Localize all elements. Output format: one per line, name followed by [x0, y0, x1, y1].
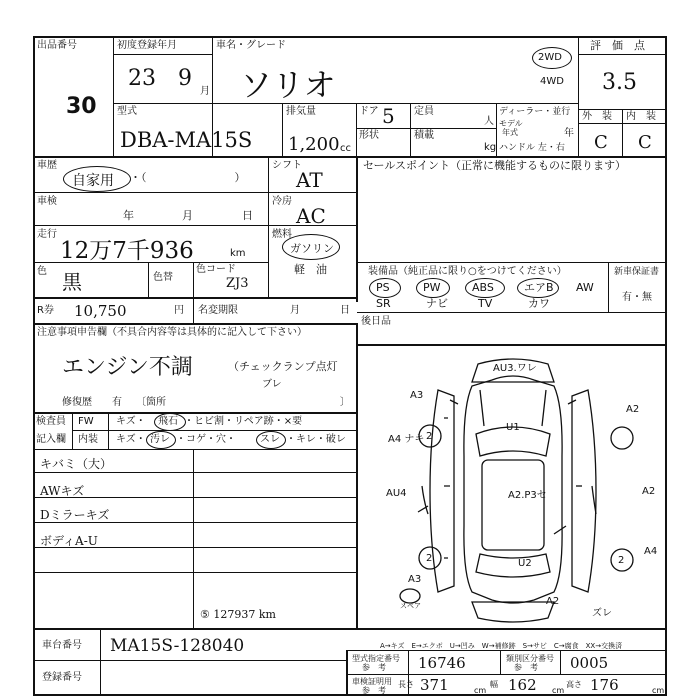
- equip-navi: ナビ: [426, 297, 448, 310]
- load-label: 積載: [414, 130, 434, 141]
- defect-line-2: AWキズ: [40, 484, 85, 498]
- repair-place: 〔箇所: [136, 397, 166, 408]
- divider: [356, 128, 496, 129]
- mark-a2-right: A2: [626, 404, 640, 415]
- ac-value: AC: [296, 204, 326, 228]
- divider: [114, 54, 212, 55]
- color-value: 黒: [62, 270, 82, 294]
- row2-rest: ・キレ・破レ: [286, 434, 346, 445]
- entry-label: 記入欄: [36, 434, 66, 445]
- chassis-label: 車台番号: [42, 640, 82, 651]
- size-sub: 参 考: [362, 686, 386, 695]
- note-sub1: （チェックランプ点灯: [228, 360, 338, 373]
- displacement-label: 排気量: [286, 106, 316, 117]
- scratch-label2: キズ・: [116, 434, 146, 445]
- fuel-value: ガソリン: [290, 242, 334, 255]
- height-unit: cm: [652, 686, 665, 695]
- circle-mark: [146, 431, 176, 449]
- equip-sr: SR: [376, 297, 391, 310]
- divider: [193, 298, 194, 323]
- person-unit: 人: [484, 116, 494, 127]
- insp-year-unit: 年: [123, 209, 134, 222]
- divider: [622, 109, 623, 156]
- name-change-label: 名変期限: [198, 305, 238, 316]
- damage-legend: A→キズ E→エクボ U→凹み W→補修跡 S→サビ C→腐食 XX→交換済: [380, 642, 623, 650]
- width-label: 幅: [490, 680, 498, 689]
- interior-label: 内 装: [626, 111, 656, 122]
- notes-label: 注意事項申告欄（不具合内容等は具体的に記入して下さい）: [37, 327, 307, 338]
- class-label: 類別区分番号: [506, 654, 554, 663]
- insp-day-unit: 日: [242, 209, 253, 222]
- warranty-value: 有・無: [622, 292, 652, 303]
- divider: [33, 297, 357, 299]
- divider: [496, 103, 497, 156]
- length-value: 371: [420, 676, 449, 694]
- mark-a4-left: A4 ナキ: [388, 434, 425, 445]
- fw-label: FW: [78, 416, 94, 427]
- score: 3.5: [602, 70, 637, 95]
- circle-mark: [63, 166, 131, 192]
- divider: [33, 156, 667, 158]
- nc-month-unit: 月: [290, 305, 300, 316]
- equip-abs: ABS: [472, 281, 494, 294]
- circle-mark: [282, 234, 340, 260]
- equip-airbag: エアB: [524, 281, 554, 294]
- reg-month: 9: [178, 66, 192, 91]
- model-year-label2: 年式: [502, 128, 518, 137]
- row2-mid: ・コゲ・穴・: [176, 434, 236, 445]
- chassis-value: MA15S-128040: [110, 636, 245, 656]
- doors-label: ドア: [359, 106, 379, 117]
- mark-u1: U1: [506, 422, 520, 433]
- ac-label: 冷房: [272, 196, 292, 207]
- handle-label: ハンドル 左・右: [499, 143, 565, 153]
- repair-label: 修復歴: [62, 397, 92, 408]
- type-cert-value: 16746: [418, 654, 466, 672]
- fuel-alt: 軽 油: [294, 263, 327, 276]
- type-value: DBA-MA15S: [120, 128, 253, 152]
- divider: [33, 323, 357, 325]
- inspection-label: 車検: [37, 196, 57, 207]
- color-code-value: ZJ3: [226, 276, 249, 291]
- repair-value: 有: [112, 397, 122, 408]
- divider: [193, 262, 194, 297]
- width-value: 162: [508, 676, 537, 694]
- divider: [282, 103, 283, 156]
- kg-unit: kg: [484, 142, 497, 153]
- shape-label: 形状: [359, 130, 379, 141]
- divider: [578, 54, 666, 55]
- mark-au4: AU4: [386, 488, 407, 499]
- mark-2-fl: 2: [426, 431, 433, 442]
- mark-a2-rear: A2: [546, 596, 560, 607]
- inspector-label: 検査員: [36, 416, 66, 427]
- divider: [33, 192, 356, 193]
- mark-zure: ズレ: [592, 608, 612, 619]
- mark-a3-rear: A3: [408, 574, 422, 585]
- divider: [33, 449, 357, 450]
- model-name: ソリオ: [240, 66, 336, 104]
- drive-2wd: 2WD: [538, 52, 562, 63]
- divider: [268, 157, 269, 297]
- defect-line-4: ボディA-U: [40, 534, 98, 548]
- divider: [500, 650, 501, 674]
- interior-grade: C: [638, 132, 652, 153]
- equipment-label: 装備品（純正品に限り○をつけてください）: [368, 266, 567, 277]
- year-unit: 年: [564, 128, 574, 139]
- history-label: 車歴: [37, 160, 57, 171]
- defect-line-3: Dミラーキズ: [40, 508, 110, 522]
- divider: [560, 650, 561, 674]
- circle-mark: [532, 47, 572, 69]
- divider: [33, 660, 346, 661]
- width-unit: cm: [552, 686, 565, 695]
- mileage-value: 12万7千936: [60, 238, 194, 264]
- model-year-label: モデル: [499, 119, 523, 128]
- shift-value: AT: [296, 168, 323, 192]
- circle-mark: [416, 278, 450, 298]
- drive-4wd: 4WD: [540, 76, 564, 87]
- note-main: エンジン不調: [62, 355, 193, 380]
- color-change-label: 色替: [153, 272, 173, 283]
- mileage-note: ⑤ 127937 km: [200, 608, 276, 621]
- divider: [193, 449, 194, 628]
- divider: [114, 103, 578, 104]
- divider: [608, 262, 609, 312]
- equip-kawa: カワ: [528, 297, 550, 310]
- divider: [100, 628, 101, 696]
- recycle-label: R券: [37, 305, 54, 316]
- nc-day-unit: 日: [340, 305, 350, 316]
- reg-no-label: 登録番号: [42, 672, 82, 683]
- divider: [148, 262, 149, 297]
- defect-line-1: キバミ（大）: [40, 457, 113, 471]
- equip-tv: TV: [478, 297, 493, 310]
- mark-u2: U2: [518, 558, 532, 569]
- height-value: 176: [590, 676, 619, 694]
- circle-mark: [517, 278, 559, 298]
- divider: [408, 650, 409, 696]
- mark-a2p3: A2.P3セ: [508, 490, 547, 501]
- mark-2-rr: 2: [618, 555, 625, 566]
- sales-points-label: セールスポイント（正常に機能するものに限ります）: [363, 159, 627, 172]
- mark-au3: AU3.ワレ: [493, 363, 537, 374]
- divider: [33, 412, 357, 414]
- divider: [356, 157, 358, 302]
- divider: [346, 650, 348, 696]
- height-label: 高さ: [566, 680, 582, 689]
- reg-year: 23: [128, 66, 156, 91]
- recycle-value: 10,750: [74, 302, 127, 320]
- exterior-grade: C: [594, 132, 608, 153]
- circle-mark: [369, 278, 401, 298]
- equip-aw: AW: [576, 281, 594, 294]
- divider: [356, 103, 357, 156]
- mark-a2-right2: A2: [642, 486, 656, 497]
- doors-value: 5: [382, 104, 395, 128]
- month-unit: 月: [200, 86, 210, 97]
- note-sub2: ブレ: [262, 379, 282, 390]
- lot-no-label: 出品番号: [37, 40, 77, 51]
- circle-mark: [465, 278, 505, 298]
- mark-2-rl: 2: [426, 553, 433, 564]
- reg-year-label: 初度登録年月: [117, 40, 177, 51]
- length-unit: cm: [474, 686, 487, 695]
- insp-month-unit: 月: [182, 209, 193, 222]
- dealer-label: ディーラー・並行: [499, 107, 571, 117]
- capacity-label: 定員: [414, 106, 434, 117]
- rub-label: スレ: [260, 434, 280, 445]
- score-label: 評 価 点: [590, 39, 645, 52]
- car-damage-diagram: [358, 346, 666, 628]
- chip-label: 飛石: [158, 416, 178, 427]
- cc-unit: cc: [340, 143, 351, 154]
- divider: [33, 472, 357, 473]
- yen-unit: 円: [174, 305, 184, 316]
- km-unit: km: [230, 248, 246, 259]
- class-sub: 参 考: [514, 663, 538, 672]
- divider: [33, 628, 667, 630]
- history-value: 自家用: [72, 173, 114, 189]
- mark-a3-front: A3: [410, 390, 424, 401]
- divider: [72, 430, 357, 431]
- divider: [33, 572, 357, 573]
- shift-label: シフト: [272, 160, 302, 171]
- divider: [357, 312, 667, 313]
- repair-end: 〕: [340, 397, 350, 408]
- color-label: 色: [37, 266, 47, 277]
- equip-ps: PS: [376, 281, 390, 294]
- length-label: 長さ: [398, 680, 414, 689]
- type-cert-sub: 参 考: [362, 663, 386, 672]
- later-items-label: 後日品: [361, 316, 391, 327]
- model-label: 車名・グレード: [216, 40, 286, 51]
- circle-mark: [154, 413, 186, 431]
- circle-mark: [256, 431, 286, 449]
- fuel-label: 燃料: [272, 229, 292, 240]
- warranty-label: 新車保証書: [614, 267, 660, 277]
- divider: [357, 262, 667, 263]
- divider: [578, 123, 666, 124]
- stain-label: 汚レ: [150, 434, 170, 445]
- class-value: 0005: [570, 654, 609, 672]
- displacement-value: 1,200: [288, 134, 340, 155]
- interior-label2: 内装: [78, 434, 98, 445]
- row1-rest: ・ヒビ割・リペア跡・×要: [184, 416, 303, 427]
- history-rest: ・（ ）: [130, 171, 246, 184]
- divider: [346, 674, 667, 675]
- color-code-label: 色コード: [196, 264, 236, 275]
- lot-no: 30: [66, 94, 97, 119]
- spare-label: スペア: [400, 602, 421, 610]
- scratch-label: キズ・: [116, 416, 146, 427]
- divider: [410, 103, 411, 156]
- exterior-label: 外 装: [582, 111, 612, 122]
- size-label: 車検証明用: [352, 677, 392, 686]
- mark-a4-right: A4: [644, 546, 658, 557]
- type-cert-label: 型式指定番号: [352, 654, 400, 663]
- mileage-label: 走行: [37, 229, 57, 240]
- type-label: 型式: [117, 106, 137, 117]
- equip-pw: PW: [423, 281, 441, 294]
